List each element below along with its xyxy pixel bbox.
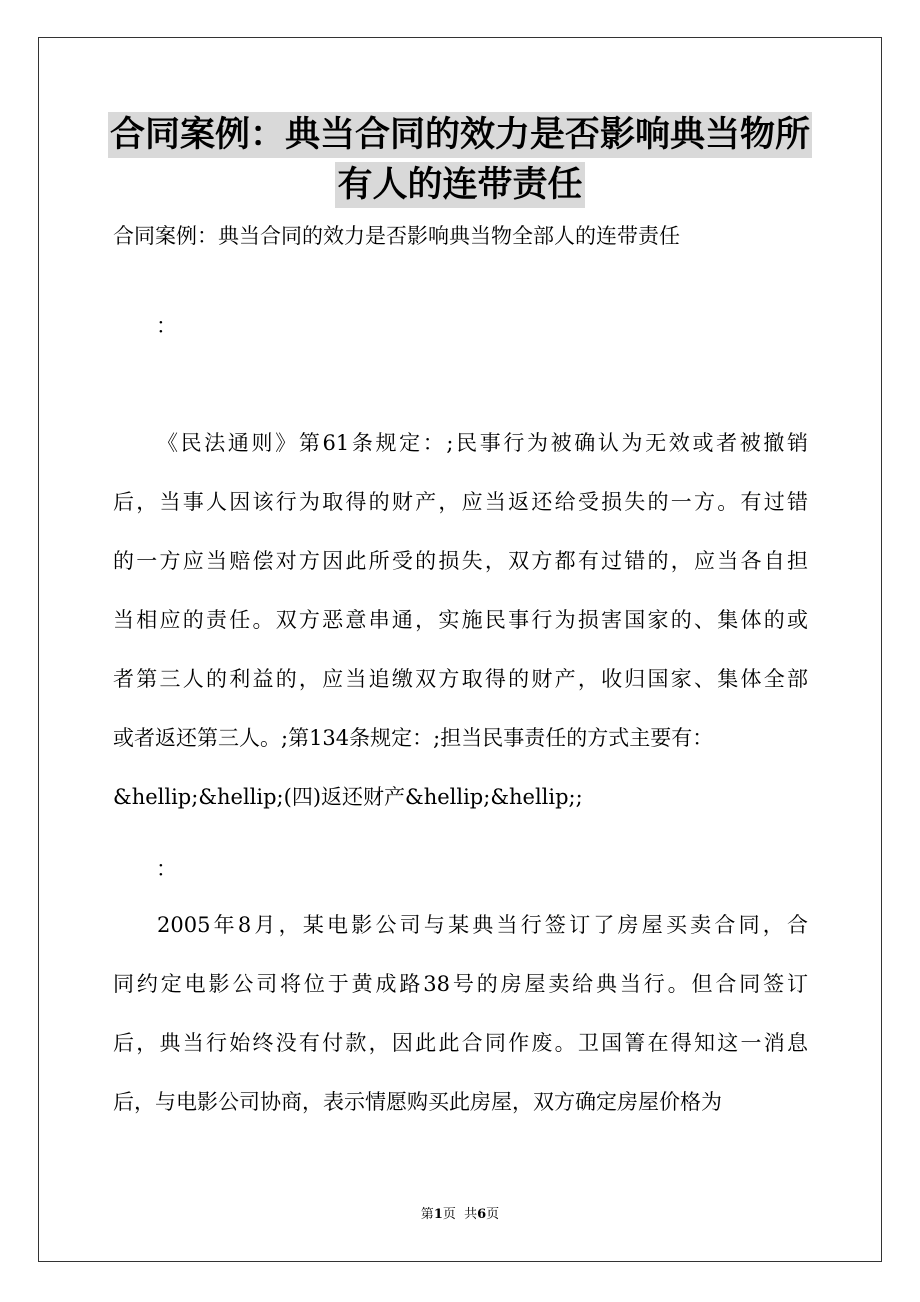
text-line: 者第三人的利益的，应当追缴双方取得的财产，收归国家、集体全部: [113, 667, 808, 691]
footer-suffix: 页: [486, 1207, 500, 1222]
document-subtitle: 合同案例：典当合同的效力是否影响典当物全部人的连带责任: [113, 224, 680, 248]
text-line: 的一方应当赔偿对方因此所受的损失，双方都有过错的，应当各自担: [113, 549, 808, 573]
text-line: 后，与电影公司协商，表示情愿购买此房屋，双方确定房屋价格为: [113, 1090, 722, 1114]
paragraph-case-facts: [113, 896, 808, 1132]
title-line-1: 合同案例：典当合同的效力是否影响典当物所: [108, 112, 812, 158]
text-line: &hellip;&hellip;(四)返还财产&hellip;&hellip;;: [113, 785, 583, 809]
footer-total-pages: 6: [477, 1207, 487, 1222]
footer-page-number: 1: [433, 1207, 443, 1222]
text-line: 《民法通则》第61条规定：;民事行为被确认为无效或者被撤销: [157, 431, 808, 455]
paragraph-civil-law: [113, 414, 808, 827]
text-line: 后，典当行始终没有付款，因此此合同作废。卫国箐在得知这一消息: [113, 1031, 808, 1055]
colon-marker-2: ：: [156, 857, 177, 881]
title-line-2: 有人的连带责任: [335, 162, 584, 208]
text-line: 同约定电影公司将位于黄成路38号的房屋卖给典当行。但合同签订: [113, 972, 808, 996]
text-line: 或者返还第三人。;第134条规定：;担当民事责任的方式主要有：: [113, 726, 714, 750]
text-line: 后，当事人因该行为取得的财产，应当返还给受损失的一方。有过错: [113, 490, 808, 514]
text-line: 2005年8月，某电影公司与某典当行签订了房屋买卖合同，合: [157, 913, 808, 937]
footer-mid: 页 共: [442, 1207, 478, 1222]
page-footer: [0, 1206, 920, 1224]
footer-prefix: 第: [420, 1207, 434, 1222]
text-line: 当相应的责任。双方恶意串通，实施民事行为损害国家的、集体的或: [113, 608, 808, 632]
colon-marker-1: ：: [156, 314, 177, 338]
document-title: [0, 112, 920, 208]
